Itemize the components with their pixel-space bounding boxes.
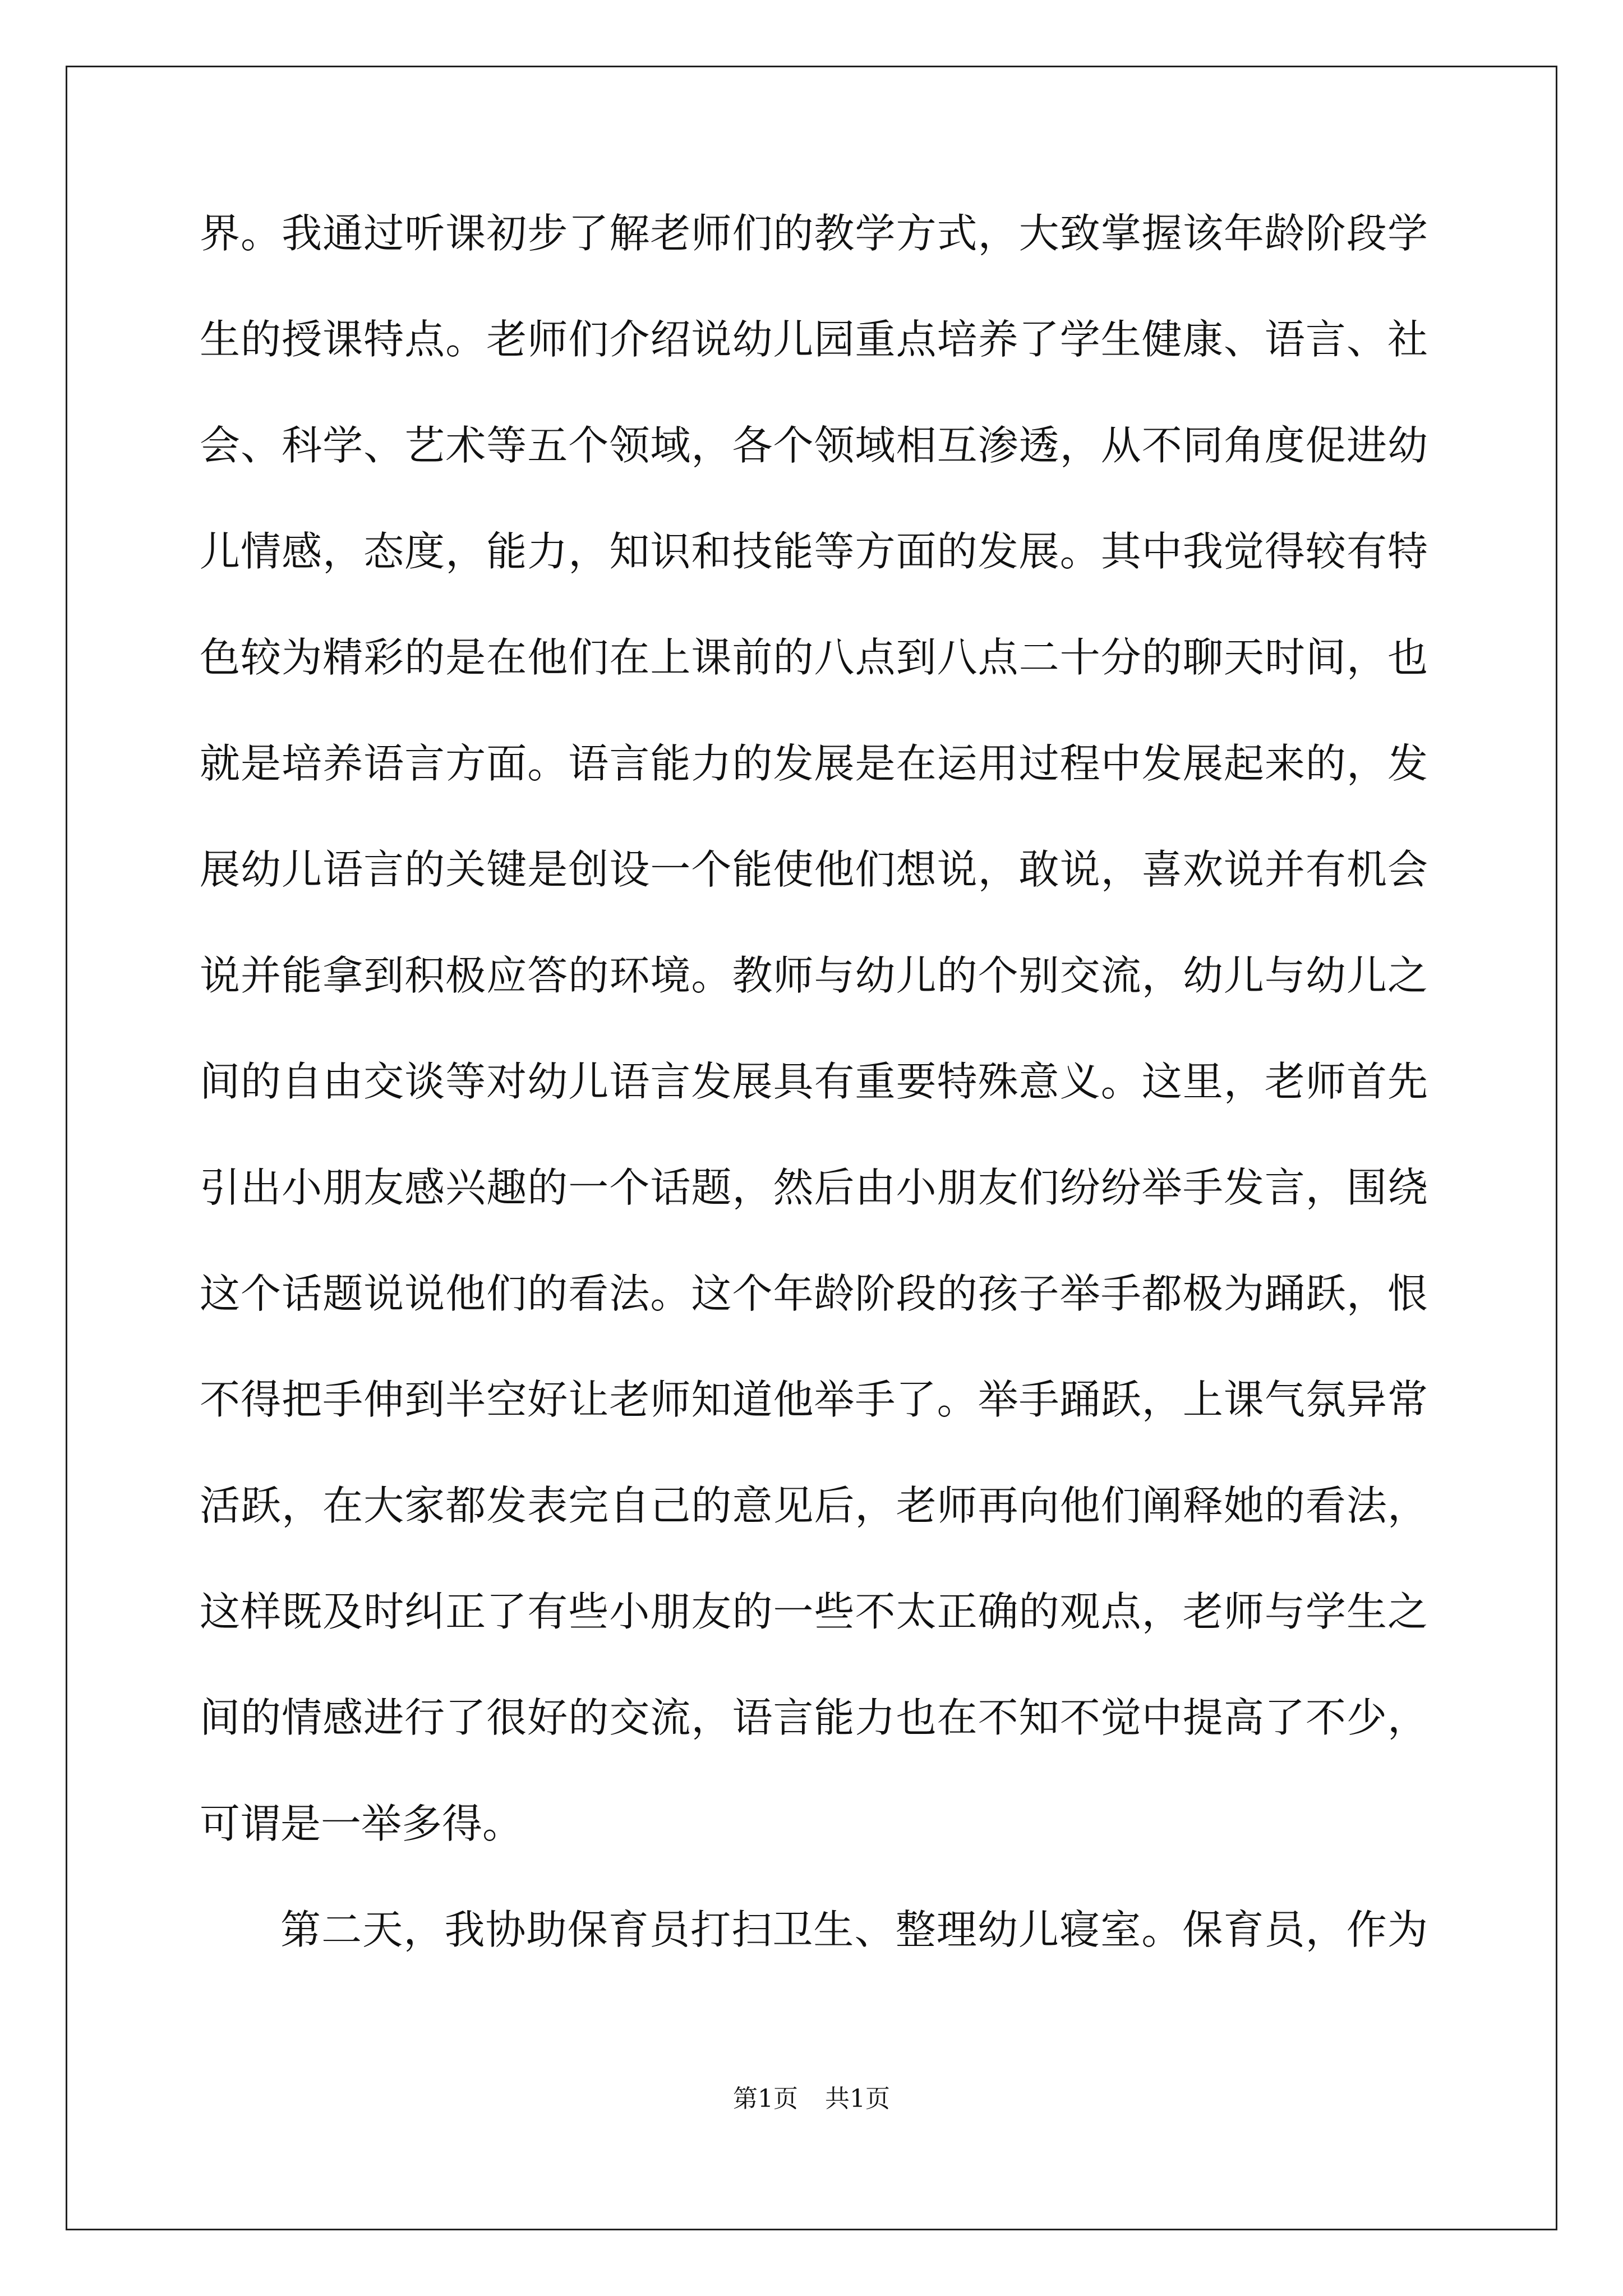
text-line: 儿情感，态度，能力，知识和技能等方面的发展。其中我觉得较有特 <box>200 528 1428 575</box>
text-line: 生的授课特点。老师们介绍说幼儿园重点培养了学生健康、语言、社 <box>200 316 1428 363</box>
text-line: 这样既及时纠正了有些小朋友的一些不太正确的观点，老师与学生之 <box>200 1588 1428 1635</box>
document-body <box>200 210 1428 2016</box>
text-line: 色较为精彩的是在他们在上课前的八点到八点二十分的聊天时间，也 <box>200 634 1428 681</box>
text-line: 会、科学、艺术等五个领域，各个领域相互渗透，从不同角度促进幼 <box>200 422 1428 469</box>
text-line: 这个话题说说他们的看法。这个年龄阶段的孩子举手都极为踊跃，恨 <box>200 1270 1428 1317</box>
text-line: 展幼儿语言的关键是创设一个能使他们想说，敢说，喜欢说并有机会 <box>200 846 1428 893</box>
text-line: 引出小朋友感兴趣的一个话题，然后由小朋友们纷纷举手发言，围绕 <box>200 1164 1428 1211</box>
text-line: 不得把手伸到半空好让老师知道他举手了。举手踊跃，上课气氛异常 <box>200 1376 1428 1423</box>
text-line: 活跃，在大家都发表完自己的意见后，老师再向他们阐释她的看法， <box>200 1482 1428 1529</box>
page-total: 共1页 <box>825 2085 890 2113</box>
text-line: 第二天，我协助保育员打扫卫生、整理幼儿寝室。保育员，作为 <box>280 1906 1428 1953</box>
text-line: 界。我通过听课初步了解老师们的教学方式，大致掌握该年龄阶段学 <box>200 210 1428 257</box>
text-line: 可谓是一举多得。 <box>200 1800 523 1847</box>
text-line: 就是培养语言方面。语言能力的发展是在运用过程中发展起来的，发 <box>200 740 1428 787</box>
text-line: 间的自由交谈等对幼儿语言发展具有重要特殊意义。这里，老师首先 <box>200 1058 1428 1105</box>
text-line: 间的情感进行了很好的交流，语言能力也在不知不觉中提高了不少， <box>200 1694 1428 1741</box>
page-footer <box>0 2085 1623 2113</box>
page-number: 第1页 <box>733 2085 798 2113</box>
text-line: 说并能拿到积极应答的环境。教师与幼儿的个别交流，幼儿与幼儿之 <box>200 952 1428 999</box>
